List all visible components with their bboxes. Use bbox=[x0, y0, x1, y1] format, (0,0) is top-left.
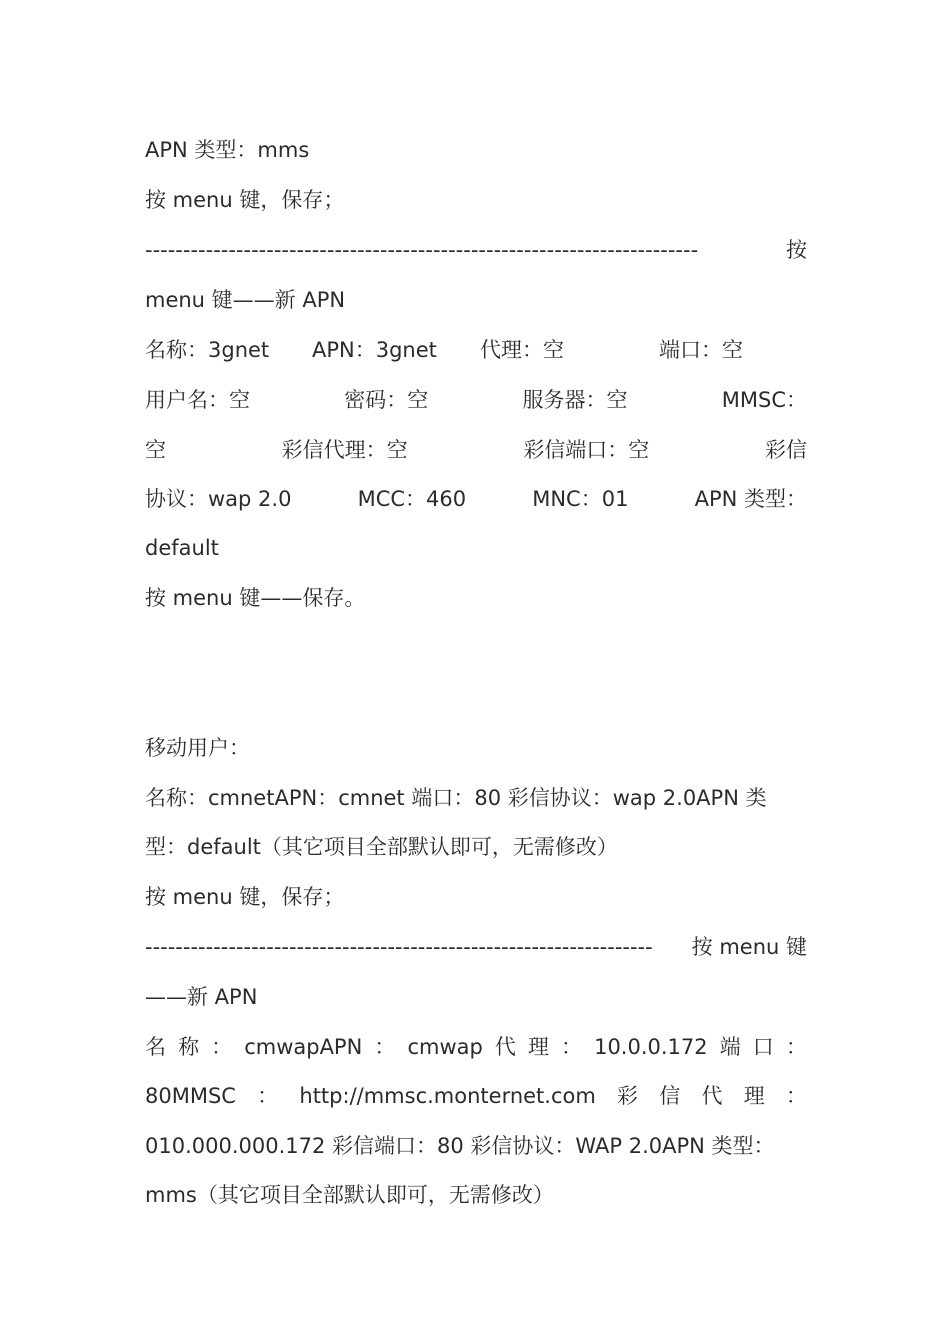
text-fragment: 口 bbox=[752, 1035, 774, 1059]
text-line bbox=[145, 1081, 807, 1111]
text-fragment: 空 bbox=[145, 438, 166, 462]
text-fragment: ： bbox=[211, 1035, 233, 1059]
text-line: default bbox=[145, 536, 219, 560]
text-fragment: 彩信端口：空 bbox=[523, 438, 650, 462]
text-fragment: ： bbox=[785, 1084, 807, 1108]
text-fragment: MMSC： bbox=[721, 388, 807, 412]
text-line: 按 menu 键，保存； bbox=[145, 188, 345, 212]
text-fragment: 彩信代理：空 bbox=[281, 438, 408, 462]
separator-line bbox=[145, 932, 807, 962]
text-line: 型：default（其它项目全部默认即可，无需修改） bbox=[145, 835, 618, 859]
text-fragment: 服务器：空 bbox=[522, 388, 628, 412]
text-fragment: APN 类型： bbox=[694, 487, 807, 511]
text-fragment: 用户名：空 bbox=[145, 388, 250, 412]
text-fragment: MCC：460 bbox=[357, 487, 467, 511]
text-fragment: http://mmsc.monternet.com bbox=[299, 1084, 596, 1108]
text-fragment: ： bbox=[374, 1035, 396, 1059]
text-fragment: MNC：01 bbox=[532, 487, 629, 511]
text-line: mms（其它项目全部默认即可，无需修改） bbox=[145, 1183, 554, 1207]
text-fragment: 代理：空 bbox=[480, 338, 564, 362]
section-heading: 移动用户： bbox=[145, 736, 250, 760]
text-fragment: ： bbox=[561, 1035, 583, 1059]
text-fragment: 代 bbox=[494, 1035, 516, 1059]
text-fragment: 代 bbox=[701, 1084, 723, 1108]
text-fragment: APN：3gnet bbox=[312, 338, 437, 362]
dash-separator: ------------------------------------------------------------------- bbox=[145, 935, 653, 959]
text-fragment: 名 bbox=[145, 1035, 166, 1059]
text-line: APN 类型：mms bbox=[145, 138, 310, 162]
text-fragment: cmwap bbox=[407, 1035, 483, 1059]
text-line bbox=[145, 484, 807, 514]
text-fragment: 理 bbox=[743, 1084, 765, 1108]
text-fragment: 按 bbox=[786, 238, 807, 262]
text-line: menu 键——新 APN bbox=[145, 288, 346, 312]
text-fragment: 彩 bbox=[617, 1084, 639, 1108]
text-fragment: 按 menu 键 bbox=[691, 935, 807, 959]
text-line bbox=[145, 335, 807, 365]
separator-line bbox=[145, 235, 807, 265]
text-line: ——新 APN bbox=[145, 985, 258, 1009]
text-line: 名称：cmnetAPN：cmnet 端口：80 彩信协议：wap 2.0APN 类 bbox=[145, 786, 767, 810]
text-fragment: 协议：wap 2.0 bbox=[145, 487, 292, 511]
text-line: 010.000.000.172 彩信端口：80 彩信协议：WAP 2.0APN 类型： bbox=[145, 1134, 775, 1158]
text-fragment: 80MMSC bbox=[145, 1084, 236, 1108]
text-fragment: 端口：空 bbox=[659, 338, 743, 362]
text-line: 按 menu 键，保存； bbox=[145, 885, 345, 909]
text-fragment: 端 bbox=[719, 1035, 741, 1059]
text-fragment: 彩信 bbox=[764, 438, 807, 462]
dash-separator: ------------------------------------------------------------------------- bbox=[145, 238, 699, 262]
text-fragment: ： bbox=[785, 1035, 807, 1059]
text-fragment: 密码：空 bbox=[344, 388, 429, 412]
text-fragment: 名称：3gnet bbox=[145, 338, 270, 362]
text-fragment: 理 bbox=[527, 1035, 549, 1059]
text-line bbox=[145, 435, 807, 465]
text-line: 按 menu 键——保存。 bbox=[145, 586, 366, 610]
text-line bbox=[145, 1032, 807, 1062]
text-fragment: 信 bbox=[659, 1084, 681, 1108]
text-fragment: 10.0.0.172 bbox=[594, 1035, 708, 1059]
text-fragment: cmwapAPN bbox=[244, 1035, 363, 1059]
text-fragment: ： bbox=[257, 1084, 279, 1108]
text-fragment: 称 bbox=[178, 1035, 200, 1059]
text-line bbox=[145, 385, 807, 415]
